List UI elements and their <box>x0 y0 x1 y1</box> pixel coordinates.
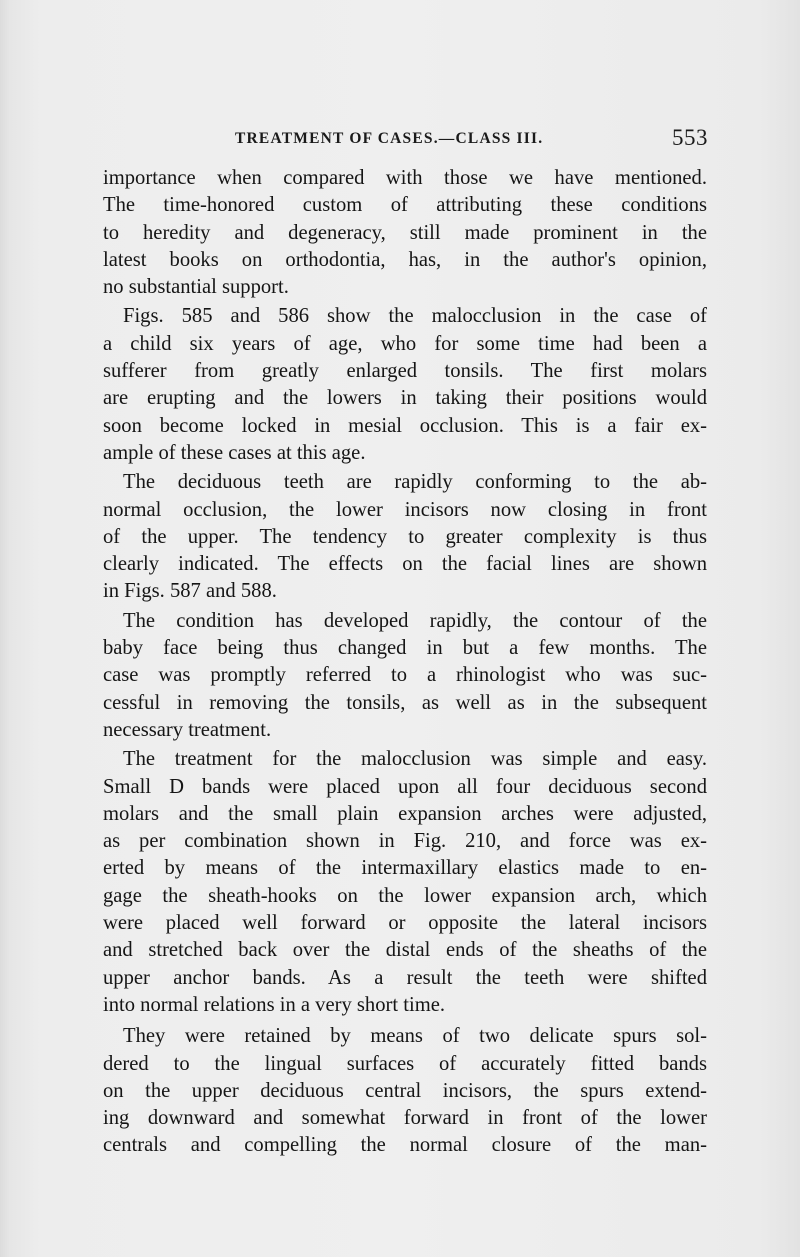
text-line: The condition has developed rapidly, the contour of the <box>123 609 707 632</box>
text-line: The time-honored custom of attributing these conditions <box>103 194 707 217</box>
text-line: and stretched back over the distal ends of the sheaths of the <box>103 939 707 962</box>
text-line: sufferer from greatly enlarged tonsils. The first molars <box>103 360 707 383</box>
paragraph-5 <box>103 746 707 1019</box>
body-text <box>103 165 707 1160</box>
paragraph-1 <box>103 165 707 301</box>
text-line: latest books on orthodontia, has, in the author's opinion, <box>103 248 707 271</box>
text-line: baby face being thus changed in but a few months. The <box>103 637 707 660</box>
text-line: as per combination shown in Fig. 210, and force was ex- <box>103 830 707 853</box>
text-line: ing downward and somewhat forward in front of the lower <box>103 1107 707 1130</box>
text-line: dered to the lingual surfaces of accurately fitted bands <box>103 1052 707 1075</box>
paragraph-2 <box>103 303 707 467</box>
paragraph-3 <box>103 469 707 605</box>
text-line: clearly indicated. The effects on the facial lines are shown <box>103 553 707 576</box>
text-line: The treatment for the malocclusion was simple and easy. <box>123 748 707 771</box>
page-header <box>100 127 712 157</box>
text-line: centrals and compelling the normal closure of the man- <box>103 1134 707 1157</box>
text-line: are erupting and the lowers in taking their positions would <box>103 387 707 410</box>
paragraph-4 <box>103 608 707 744</box>
text-line: importance when compared with those we have mentioned. <box>103 167 707 189</box>
text-line: The deciduous teeth are rapidly conforming to the ab- <box>123 471 707 494</box>
text-line: to heredity and degeneracy, still made prominent in the <box>103 221 707 244</box>
page-number: 553 <box>672 125 708 150</box>
text-line: upper anchor bands. As a result the teeth were shifted <box>103 966 707 989</box>
text-line: They were retained by means of two delicate spurs sol- <box>123 1025 707 1048</box>
text-line: into normal relations in a very short time. <box>103 993 446 1016</box>
text-line: cessful in removing the tonsils, as well as in the subsequent <box>103 691 707 714</box>
running-head: TREATMENT OF CASES.—CLASS III. <box>235 130 544 147</box>
text-line: erted by means of the intermaxillary elastics made to en- <box>103 857 707 880</box>
text-line: Small D bands were placed upon all four deciduous second <box>103 775 707 798</box>
text-line: soon become locked in mesial occlusion. This is a fair ex- <box>103 414 707 437</box>
text-line: necessary treatment. <box>103 718 272 741</box>
text-line: of the upper. The tendency to greater complexity is thus <box>103 525 707 548</box>
text-line: ample of these cases at this age. <box>103 441 366 464</box>
text-line: Figs. 585 and 586 show the malocclusion in the case of <box>123 305 707 328</box>
text-line: were placed well forward or opposite the lateral incisors <box>103 912 707 935</box>
paragraph-6 <box>103 1023 707 1159</box>
text-line: in Figs. 587 and 588. <box>103 580 277 603</box>
text-line: molars and the small plain expansion arches were adjusted, <box>103 802 707 825</box>
text-line: a child six years of age, who for some time had been a <box>103 332 707 355</box>
text-line: case was promptly referred to a rhinologist who was suc- <box>103 664 707 687</box>
text-line: gage the sheath-hooks on the lower expansion arch, which <box>103 884 707 907</box>
text-line: normal occlusion, the lower incisors now closing in front <box>103 498 707 521</box>
text-line: on the upper deciduous central incisors, the spurs extend- <box>103 1079 707 1102</box>
text-line: no substantial support. <box>103 276 289 299</box>
